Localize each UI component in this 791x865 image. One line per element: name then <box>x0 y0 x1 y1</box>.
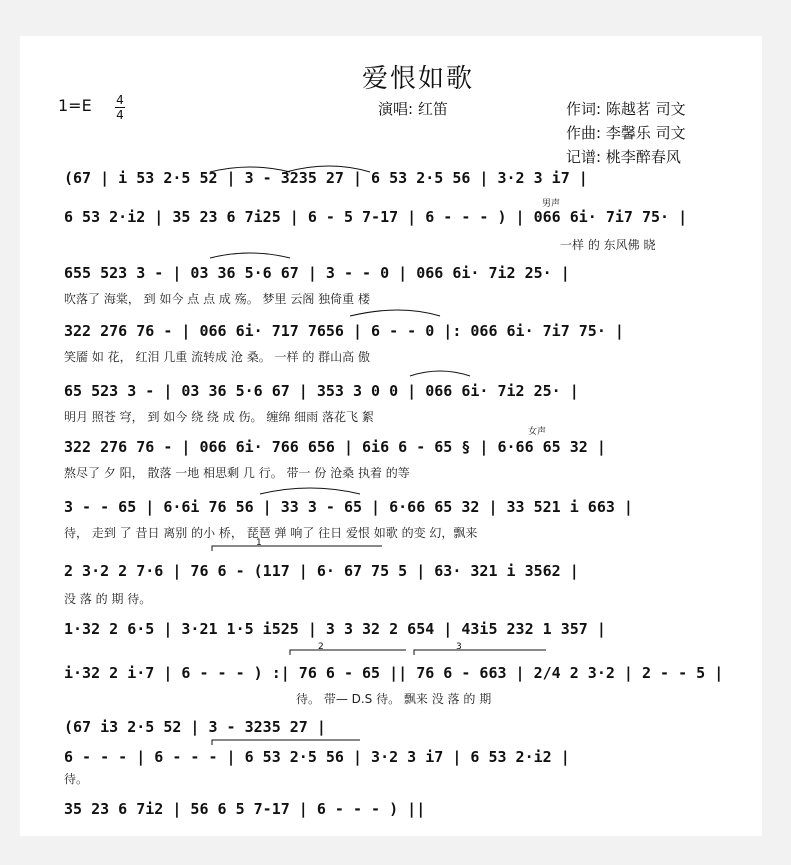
score-line-10: i·32 2 i·7 | 6 - - - ) :| 76 6 - 65 || 76 6 - 663 | 2/4 2 3·2 | 2 - - 5 | <box>64 664 724 682</box>
lyric-line-8: 没 落 的 期 待。 <box>64 592 152 606</box>
key-signature: 1=E <box>58 96 92 115</box>
song-title: 爱恨如歌 <box>362 64 475 94</box>
volta-number-1: 1 <box>256 538 262 548</box>
score-line-2: 6 53 2·i2 | 35 23 6 7i25 | 6 - 5 7-17 | 6 - - - ) | 066 6i· 7i7 75· | <box>64 208 688 226</box>
male-voice-mark: 男声 <box>542 199 561 209</box>
score-line-9: 1·32 2 6·5 | 3·21 1·5 i525 | 3 3 32 2 654 | 43i5 232 1 357 | <box>64 620 606 638</box>
score-line-4: 322 276 76 - | 066 6i· 717 7656 | 6 - - 0 |: 066 6i· 7i7 75· | <box>64 322 624 340</box>
slur <box>210 167 290 172</box>
score-line-5: 65 523 3 - | 03 36 5·6 67 | 353 3 0 0 | 066 6i· 7i2 25· | <box>64 382 579 400</box>
meter-bottom: 4 <box>116 108 124 122</box>
female-voice-mark: 女声 <box>528 427 547 437</box>
transcriber-credit: 记谱: 桃李醉春风 <box>566 148 681 166</box>
lyric-line-2: 一样 的 东风佛 晓 <box>560 238 656 252</box>
slur <box>286 166 370 172</box>
slur <box>350 310 440 316</box>
lyric-line-5: 明月 照苍 穹， 到 如今 绕 绕 成 伤。 缠绵 细雨 落花飞 絮 <box>64 410 374 424</box>
score-line-11: (67 i3 2·5 52 | 3 - 3235 27 | <box>64 718 326 736</box>
slur <box>210 253 290 258</box>
score-line-3: 655 523 3 - | 03 36 5·6 67 | 3 - - 0 | 066 6i· 7i2 25· | <box>64 264 570 282</box>
volta-bracket-1 <box>212 546 382 551</box>
score-line-7: 3 - - 65 | 6·6i 76 56 | 33 3 - 65 | 6·66 65 32 | 33 521 i 663 | <box>64 498 633 516</box>
score-line-6: 322 276 76 - | 066 6i· 766 656 | 6i6 6 - 65 § | 6·66 65 32 | <box>64 438 606 456</box>
score-line-12: 6 - - - | 6 - - - | 6 53 2·5 56 | 3·2 3 i7 | 6 53 2·i2 | <box>64 748 570 766</box>
singer-credit: 演唱: 红笛 <box>378 100 448 118</box>
score-line-1: (67 | i 53 2·5 52 | 3 - 3235 27 | 6 53 2·5 56 | 3·2 3 i7 | <box>64 169 588 187</box>
lyric-line-10: 待。 带— D.S 待。 飘来 没 落 的 期 <box>296 692 492 706</box>
volta-bracket-coda <box>212 740 360 745</box>
slur <box>260 488 360 494</box>
volta-bracket-3 <box>414 650 546 655</box>
lyric-line-3: 吹落了 海棠， 到 如今 点 点 成 殇。 梦里 云阁 独倚重 楼 <box>64 292 370 306</box>
meter-top: 4 <box>116 93 124 107</box>
lyric-line-12: 待。 <box>64 772 89 786</box>
lyric-line-7: 待， 走到 了 昔日 离别 的小 桥， 琵琶 弹 响了 往日 爱恨 如歌 的变 幻，飘来 <box>64 526 478 540</box>
lyricist-credit: 作词: 陈越茗 司文 <box>566 100 686 118</box>
lyric-line-4: 笑靥 如 花， 红泪 几重 流转成 沧 桑。 一样 的 群山高 傲 <box>64 350 370 364</box>
slur <box>410 371 470 376</box>
composer-credit: 作曲: 李馨乐 司文 <box>566 124 686 142</box>
score-line-13: 35 23 6 7i2 | 56 6 5 7-17 | 6 - - - ) || <box>64 800 426 818</box>
volta-number-2: 2 <box>318 642 324 652</box>
score-line-8: 2 3·2 2 7·6 | 76 6 - (117 | 6· 67 75 5 | 63· 321 i 3562 | <box>64 562 579 580</box>
volta-bracket-2 <box>290 650 406 655</box>
volta-number-3: 3 <box>456 642 462 652</box>
lyric-line-6: 熬尽了 夕 阳， 散落 一地 相思剩 几 行。 带一 份 沧桑 执着 的等 <box>64 466 410 480</box>
